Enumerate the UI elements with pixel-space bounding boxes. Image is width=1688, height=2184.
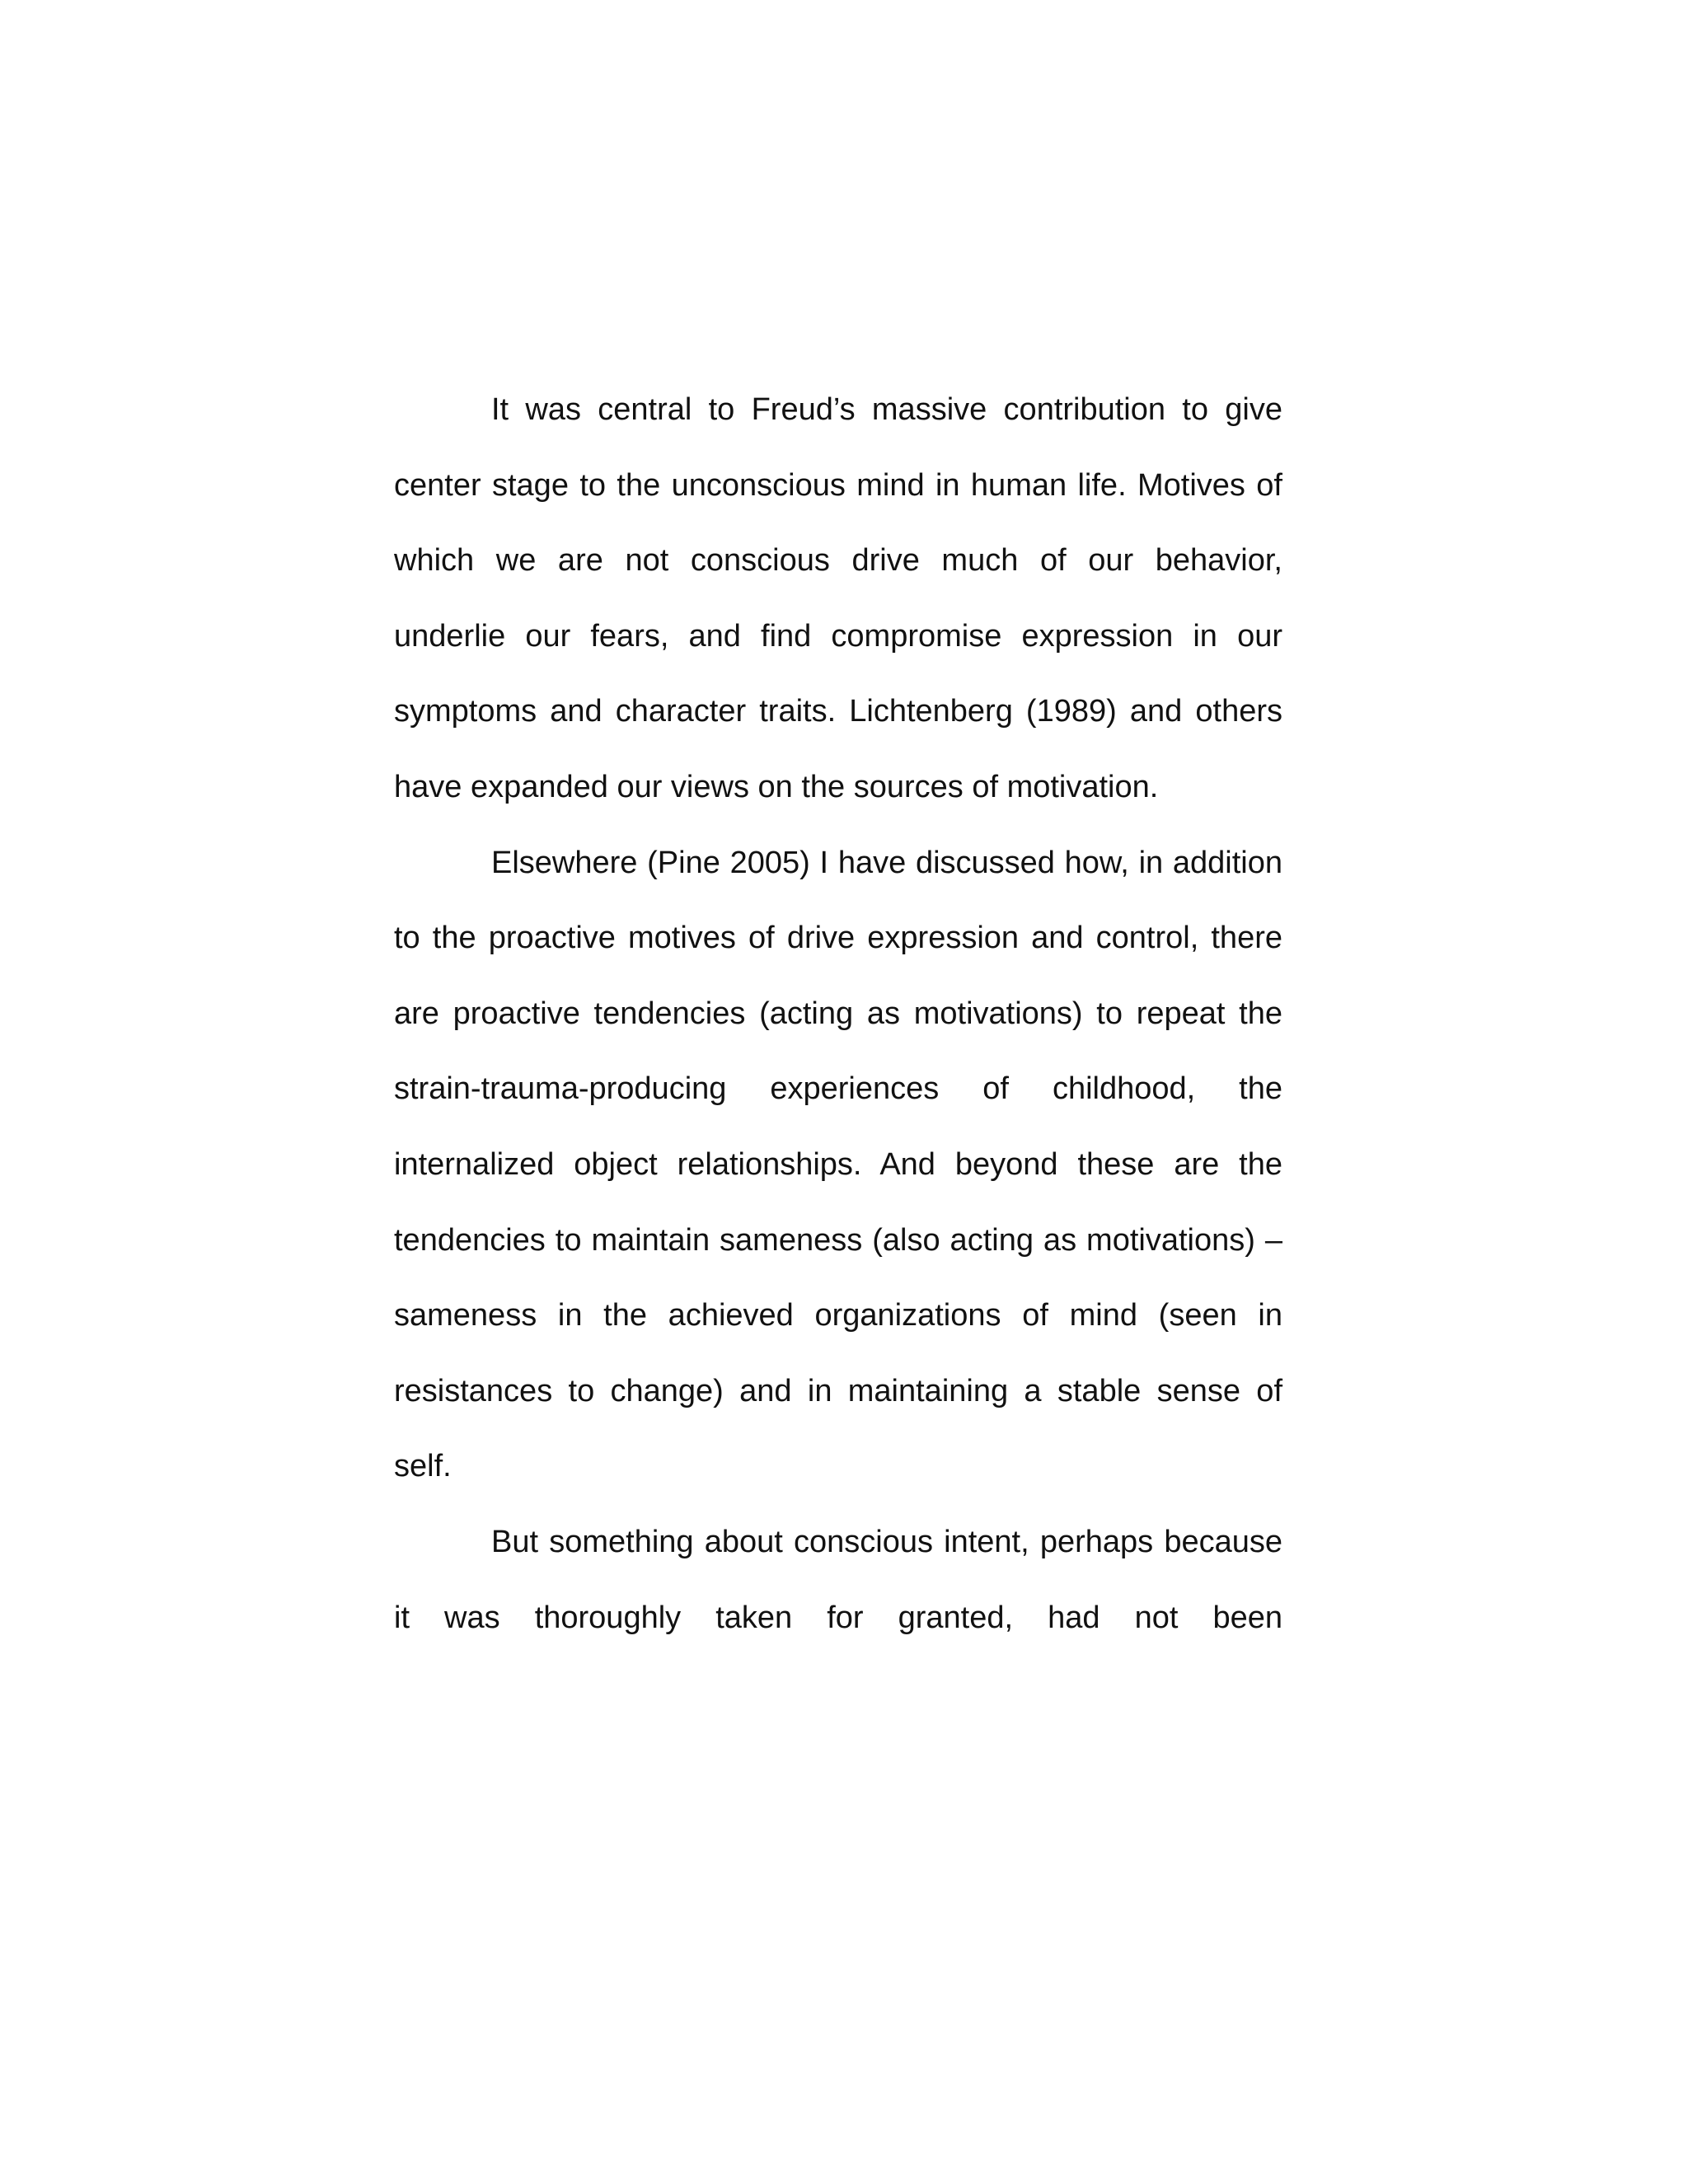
paragraph-3: But something about conscious intent, perhaps because it was thoroughly taken for granted, had not been — [394, 1524, 1282, 1635]
paragraph-2: Elsewhere (Pine 2005) I have discussed how, in addition to the proactive motives of drive expression and control, there are proactive tendencies (acting as motivations) to repeat the strain-trauma-producing experiences of childhood, the internalized object relationships. And beyond these are the tendencies to maintain sameness (also acting as motivations) – sameness in the achieved organizations of mind (seen in resistances to change) and in maintaining a stable sense of self. — [394, 845, 1282, 1484]
paragraph-1: It was central to Freud’s massive contribution to give center stage to the unconscious mind in human life. Motives of which we are not conscious drive much of our behavior, underlie our fears, and find compromise expression in our symptoms and character traits. Lichtenberg (1989) and others have expanded our views on the sources of motivation. — [394, 392, 1282, 804]
body-text — [394, 373, 1282, 1656]
